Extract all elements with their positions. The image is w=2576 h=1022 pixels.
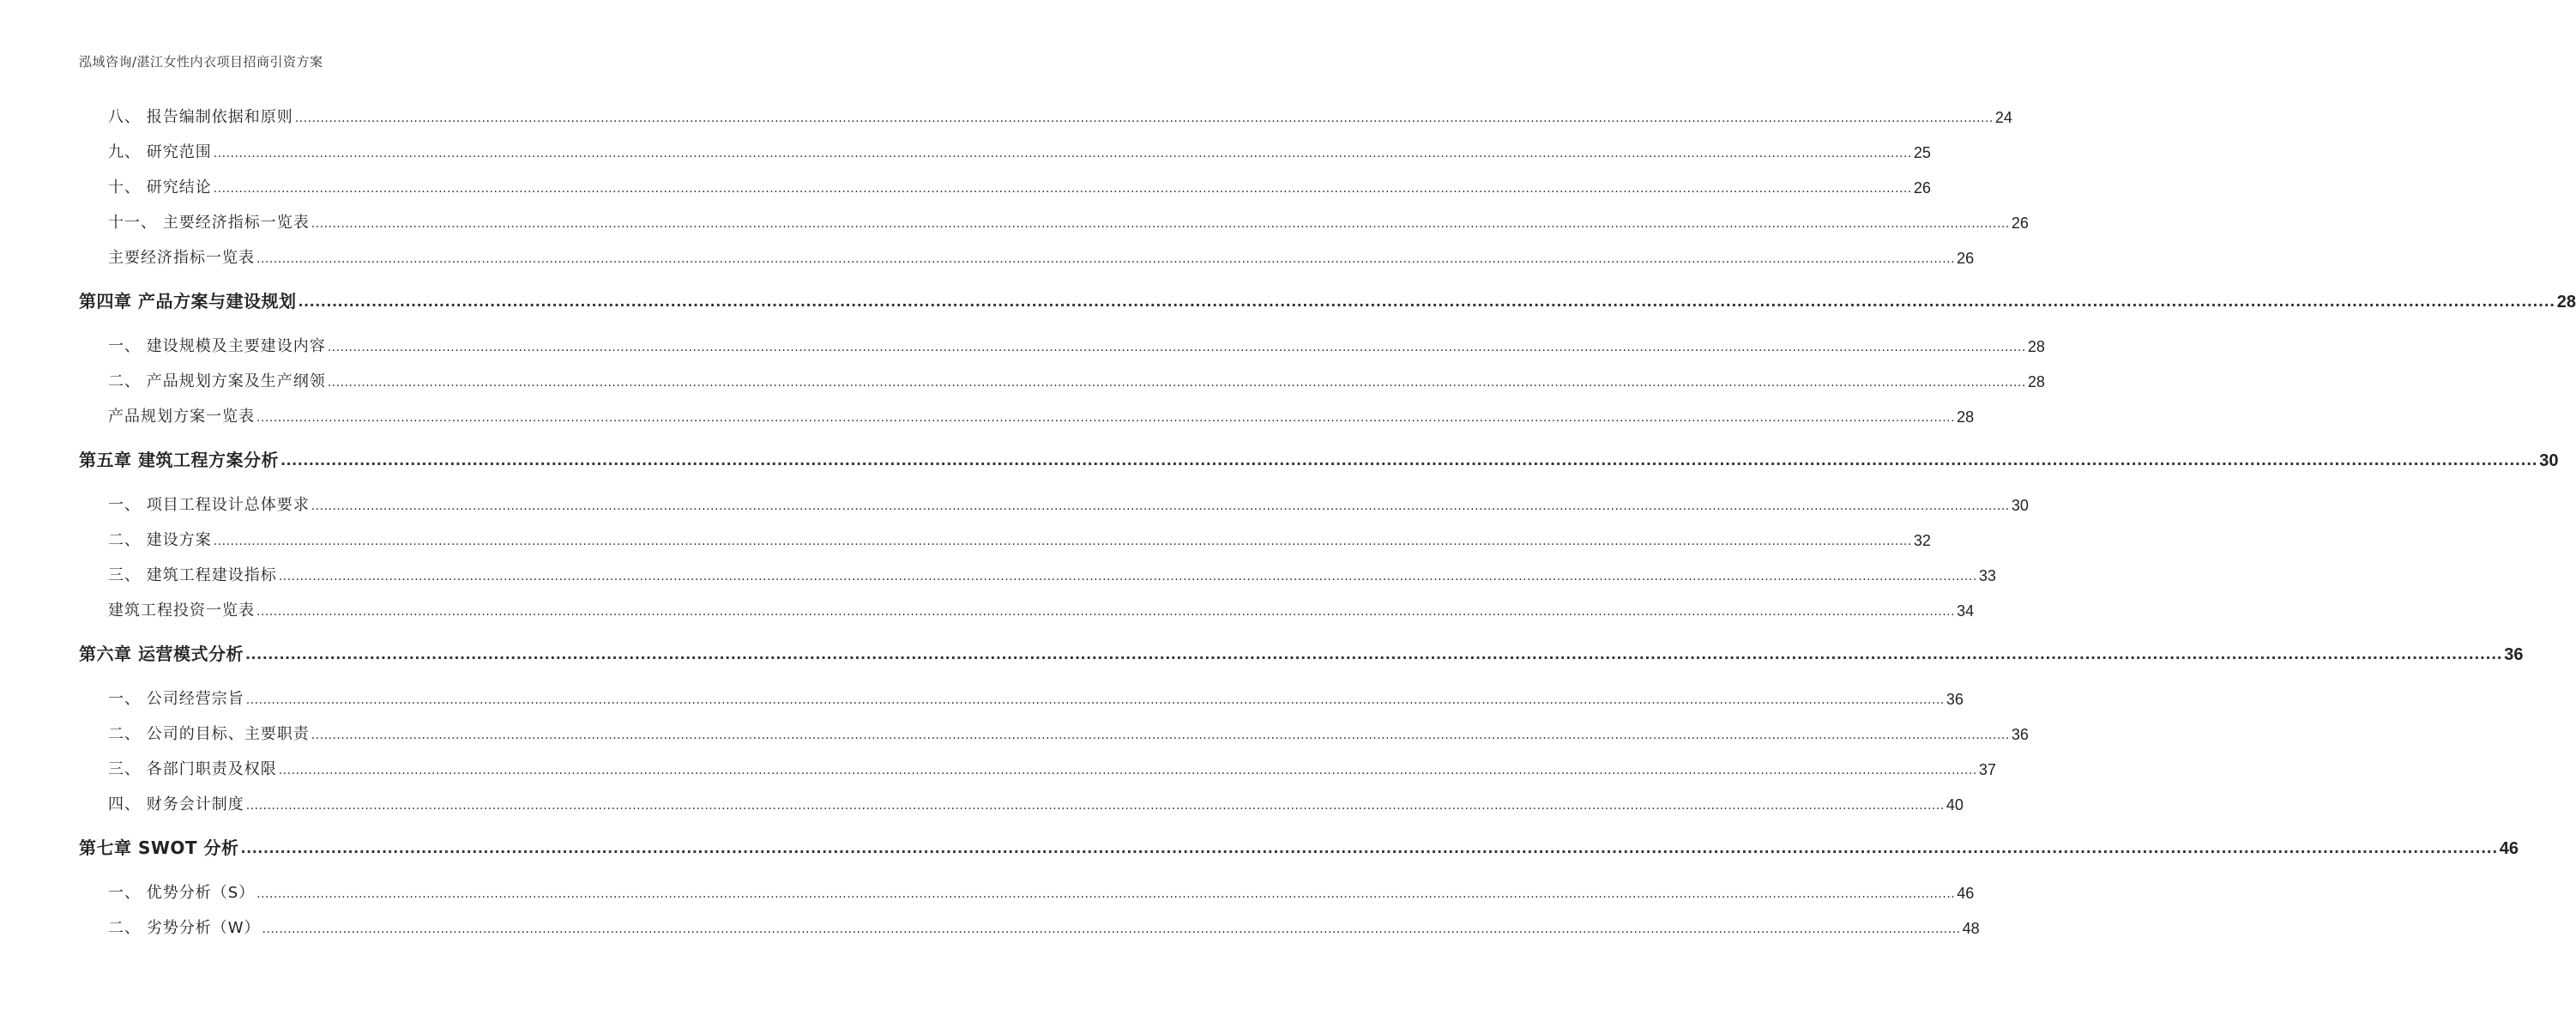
toc-entry-label: 十、 研究结论 <box>108 178 212 197</box>
toc-leader-dots: ................................................................................................................................................................................................................................................................................................................................................................................................................ <box>213 182 1912 196</box>
toc-page-number: 33 <box>1978 567 1996 584</box>
toc-page-number: 28 <box>1957 408 1975 426</box>
toc-leader-dots: ................................................................................................................................................................................................................................................................................................................................................................................................................ <box>213 535 1912 548</box>
toc-section-entry[interactable] <box>79 369 2045 391</box>
toc-chapter-entry[interactable] <box>79 835 2519 859</box>
toc-entry-label: 第七章 SWOT 分析 <box>79 838 239 858</box>
toc-leader-dots: ................................................................................................................................................................................................................................................................................................................................................................................................................ <box>280 452 2538 469</box>
toc-leader-dots: ................................................................................................................................................................................................................................................................................................................................................................................................................ <box>256 411 1956 425</box>
toc-entry-label: 一、 建设规模及主要建设内容 <box>108 337 326 355</box>
toc-entry-label: 第五章 建筑工程方案分析 <box>79 450 279 470</box>
toc-leader-dots: ................................................................................................................................................................................................................................................................................................................................................................................................................ <box>245 799 1945 813</box>
toc-entry-label: 二、 劣势分析（W） <box>108 919 261 937</box>
toc-section-entry[interactable] <box>79 105 2012 127</box>
toc-section-entry[interactable] <box>79 175 1931 197</box>
toc-leader-dots: ................................................................................................................................................................................................................................................................................................................................................................................................................ <box>311 499 2010 513</box>
toc-entry-label: 四、 财务会计制度 <box>108 795 244 813</box>
toc-section-entry[interactable] <box>79 757 1996 779</box>
toc-page-number: 26 <box>2011 215 2029 232</box>
toc-leader-dots: ................................................................................................................................................................................................................................................................................................................................................................................................................ <box>278 570 1977 584</box>
toc-entry-label: 第四章 产品方案与建设规划 <box>79 291 297 311</box>
toc-section-entry[interactable] <box>79 528 1931 550</box>
toc-entry-label: 一、 公司经营宗旨 <box>108 690 244 708</box>
toc-page-number: 46 <box>2499 839 2519 858</box>
toc-page-number: 48 <box>1962 920 1980 937</box>
toc-leader-dots: ................................................................................................................................................................................................................................................................................................................................................................................................................ <box>240 840 2498 856</box>
toc-section-entry[interactable] <box>79 245 1975 268</box>
toc-leader-dots: ................................................................................................................................................................................................................................................................................................................................................................................................................ <box>294 112 1994 125</box>
toc-page-number: 40 <box>1946 796 1964 813</box>
toc-page-number: 28 <box>2027 373 2045 390</box>
toc-page-number: 36 <box>2504 645 2524 664</box>
toc-section-entry[interactable] <box>79 598 1975 620</box>
toc-entry-label: 二、 公司的目标、主要职责 <box>108 725 310 743</box>
toc-section-entry[interactable] <box>79 722 2029 744</box>
toc-page-number: 28 <box>2556 293 2576 311</box>
toc-page-number: 28 <box>2027 338 2045 355</box>
toc-page-number: 26 <box>1913 179 1931 197</box>
toc-entry-label: 三、 各部门职责及权限 <box>108 760 277 778</box>
toc-leader-dots: ................................................................................................................................................................................................................................................................................................................................................................................................................ <box>311 729 2010 742</box>
toc-section-entry[interactable] <box>79 493 2029 515</box>
toc-leader-dots: ................................................................................................................................................................................................................................................................................................................................................................................................................ <box>256 887 1956 901</box>
toc-page-number: 46 <box>1957 885 1975 902</box>
toc-entry-label: 二、 产品规划方案及生产纲领 <box>108 372 326 390</box>
toc-section-entry[interactable] <box>79 563 1996 585</box>
toc-page-number: 37 <box>1978 761 1996 778</box>
toc-leader-dots: ................................................................................................................................................................................................................................................................................................................................................................................................................ <box>298 293 2555 310</box>
toc-chapter-entry[interactable] <box>79 447 2559 471</box>
toc-leader-dots: ................................................................................................................................................................................................................................................................................................................................................................................................................ <box>262 922 1961 936</box>
toc-entry-label: 建筑工程投资一览表 <box>108 602 255 620</box>
toc-leader-dots: ................................................................................................................................................................................................................................................................................................................................................................................................................ <box>213 147 1912 160</box>
toc-section-entry[interactable] <box>79 404 1975 426</box>
toc-page-number: 32 <box>1913 532 1931 549</box>
toc-entry-label: 二、 建设方案 <box>108 531 212 549</box>
toc-entry-label: 第六章 运营模式分析 <box>79 644 244 664</box>
toc-entry-label: 三、 建筑工程建设指标 <box>108 566 277 584</box>
toc-leader-dots: ................................................................................................................................................................................................................................................................................................................................................................................................................ <box>244 646 2503 662</box>
toc-entry-label: 产品规划方案一览表 <box>108 408 255 426</box>
toc-chapter-entry[interactable] <box>79 641 2524 665</box>
toc-leader-dots: ................................................................................................................................................................................................................................................................................................................................................................................................................ <box>327 341 2026 354</box>
toc-leader-dots: ................................................................................................................................................................................................................................................................................................................................................................................................................ <box>278 764 1977 777</box>
toc-leader-dots: ................................................................................................................................................................................................................................................................................................................................................................................................................ <box>327 376 2026 390</box>
toc-page-number: 36 <box>2011 726 2029 743</box>
toc-section-entry[interactable] <box>79 686 1964 709</box>
toc-page-number: 24 <box>1994 109 2012 126</box>
toc-section-entry[interactable] <box>79 916 1980 938</box>
toc-entry-label: 一、 项目工程设计总体要求 <box>108 496 310 514</box>
toc-page-number: 34 <box>1957 602 1975 620</box>
toc-page-number: 30 <box>2539 451 2559 470</box>
toc-leader-dots: ................................................................................................................................................................................................................................................................................................................................................................................................................ <box>311 217 2010 231</box>
toc-chapter-entry[interactable] <box>79 288 2576 312</box>
toc-leader-dots: ................................................................................................................................................................................................................................................................................................................................................................................................................ <box>256 605 1956 619</box>
toc-page-number: 36 <box>1946 691 1964 708</box>
toc-entry-label: 主要经济指标一览表 <box>108 249 255 267</box>
toc-entry-label: 八、 报告编制依据和原则 <box>108 108 293 126</box>
toc-section-entry[interactable] <box>79 210 2029 233</box>
running-header: 泓域咨询/湛江女性内衣项目招商引资方案 <box>79 54 323 70</box>
toc-section-entry[interactable] <box>79 140 1931 162</box>
toc-section-entry[interactable] <box>79 880 1975 903</box>
toc-leader-dots: ................................................................................................................................................................................................................................................................................................................................................................................................................ <box>256 252 1956 266</box>
toc-entry-label: 一、 优势分析（S） <box>108 884 256 902</box>
toc-section-entry[interactable] <box>79 334 2045 356</box>
toc-page-number: 26 <box>1957 250 1975 267</box>
toc-page-number: 30 <box>2011 497 2029 514</box>
toc-page-number: 25 <box>1913 144 1931 161</box>
toc-entry-label: 十一、 主要经济指标一览表 <box>108 214 310 232</box>
toc-section-entry[interactable] <box>79 792 1964 814</box>
toc-entry-label: 九、 研究范围 <box>108 143 212 161</box>
toc-leader-dots: ................................................................................................................................................................................................................................................................................................................................................................................................................ <box>245 693 1945 707</box>
